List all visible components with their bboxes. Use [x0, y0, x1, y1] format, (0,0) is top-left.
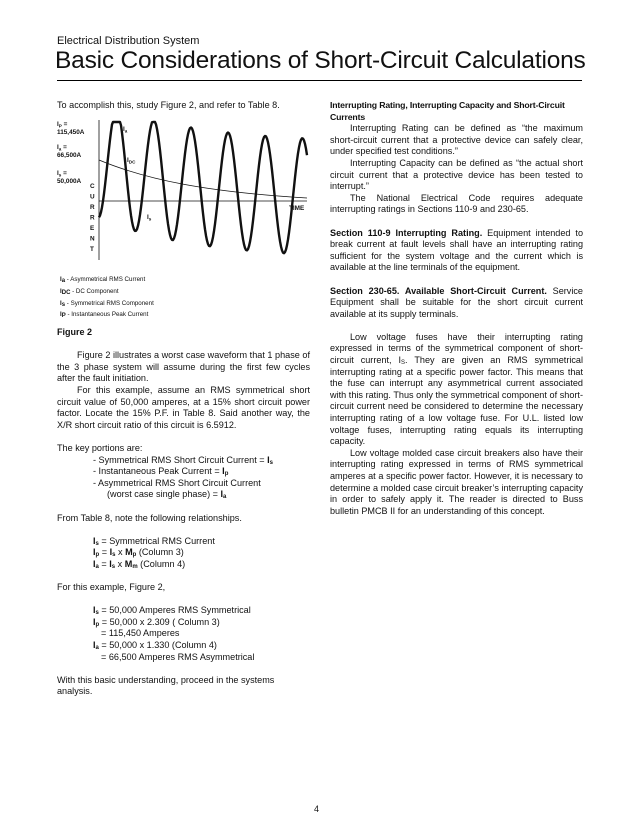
time-label: TIME: [289, 204, 305, 212]
key-item: (worst case single phase) = $I_a$: [107, 489, 227, 501]
curve-is-label: $I_s$: [147, 213, 152, 222]
page-title: Basic Considerations of Short-Circuit Calculations: [55, 47, 586, 74]
ia-value: 66,500A: [57, 151, 82, 159]
current-axis-label: [90, 183, 95, 253]
paragraph: For this example, assume an RMS symmetrical short circuit value of 50,000 amperes, at a 15% short circuit power factor. Locate the 15% P.F. in Table 8. Said another way, the X/R short circuit ratio of this circuit is 6.5912.: [57, 384, 310, 430]
title-rule: [57, 80, 582, 81]
ip-value: 115,450A: [57, 128, 85, 136]
is-label: $I_s$ =: [57, 169, 67, 178]
table-intro: From Table 8, note the following relationships.: [57, 512, 242, 523]
key-intro: The key portions are:: [57, 442, 143, 453]
code-section-110-9: Section 110-9 Interrupting Rating. Equipment intended to break current at fault levels shall have an interrupting rating sufficient for the system voltage and the current which is available at the line terminals of the equipment.: [330, 227, 583, 273]
curve-ia-label: $I_a$: [123, 125, 128, 134]
paragraph: Low voltage fuses have their interrupting rating expressed in terms of the symmetrical component of short-circuit current, $I_S$. They are given an RMS symmetrical interrupting rating at a specific power factor. This means that the fuse can interrupt any asymmetrical current associated with this rating. Thus only the symmetrical component of short-circuit current need be considered to determine the necessary interrupting rating of a low voltage fuse. For U.L. listed low voltage fuses, interrupting rating equals its interrupting capacity.: [330, 331, 583, 447]
paragraph: Figure 2 illustrates a worst case waveform that 1 phase of the 3 phase system will assume during the first few cycles after the fault initiation.: [57, 350, 310, 384]
current-axis-letter: R: [90, 203, 95, 211]
example-line: = 66,500 Amperes RMS Asymmetrical: [101, 651, 255, 662]
paragraph: Interrupting Capacity can be defined as “the actual short circuit current that a protective device has been tested to interrupt.”: [330, 157, 583, 192]
example-line: $I_a = 50,000$ x 1.330 (Column 4): [93, 640, 217, 652]
curve-idc-label: $I_{DC}$: [127, 156, 136, 165]
legend-item: $I_a$ - Asymmetrical RMS Current: [60, 276, 146, 285]
current-axis-letter: T: [90, 245, 94, 253]
waveform-figure: [57, 118, 310, 268]
example-line: $I_s = 50,000$ Amperes RMS Symmetrical: [93, 605, 251, 617]
relation: $I_a = I_s$ x $M_m$ (Column 4): [93, 558, 186, 570]
key-item: - Symmetrical RMS Short Circuit Current = $I_s$: [93, 454, 273, 466]
right-column: [330, 100, 583, 517]
key-item: - Instantaneous Peak Current = $I_p$: [93, 466, 229, 478]
relation: $I_s$ = Symmetrical RMS Current: [93, 535, 215, 547]
paragraph: The National Electrical Code requires adequate interrupting ratings in Sections 110-9 and 230-65.: [330, 192, 583, 215]
page-number: 4: [314, 804, 320, 814]
legend-item: $I_P$ - Instantaneous Peak Current: [60, 311, 149, 320]
dc-component-curve: [99, 160, 307, 198]
paragraph: Low voltage molded case circuit breakers also have their interrupting rating expressed in terms of RMS symmetrical amperes at a specific power factor. However, it is necessary to determine a molded case circuit breaker’s interrupting capacity in order to safely apply it. The reader is directed to Buss bulletin PMCB II for an understanding of this concept.: [330, 447, 583, 516]
figure-caption: Figure 2: [57, 327, 93, 337]
left-column: [57, 100, 310, 698]
closing-text: With this basic understanding, proceed in the systems analysis.: [57, 674, 275, 697]
example-line: $I_p = 50,000$ x 2.309 ( Column 3): [93, 616, 220, 628]
legend-item: $I_s$ - Symmetrical RMS Component: [60, 299, 154, 308]
is-value: 50,000A: [57, 177, 82, 185]
legend-item: $I_{DC}$ - DC Component: [60, 287, 119, 296]
current-axis-letter: R: [90, 214, 95, 222]
example-intro: For this example, Figure 2,: [57, 582, 166, 593]
current-axis-letter: C: [90, 182, 95, 190]
figure-legend: [57, 274, 310, 321]
current-axis-letter: E: [90, 224, 95, 232]
paragraph: Interrupting Rating can be defined as “the maximum short-circuit current that a protective device can safely clear, under specified test conditions.”: [330, 123, 583, 157]
current-axis-letter: N: [90, 235, 95, 243]
ip-label: $I_P$ =: [57, 120, 68, 129]
section-heading: Interrupting Rating, Interrupting Capacity and Short-Circuit Currents: [330, 100, 565, 122]
ia-label: $I_a$ =: [57, 143, 67, 152]
example-line: = 115,450 Amperes: [101, 628, 180, 639]
key-item: - Asymmetrical RMS Short Circuit Current: [93, 477, 261, 488]
current-axis-letter: U: [90, 193, 95, 201]
relation: $I_p = I_s$ x $M_p$ (Column 3): [93, 547, 184, 559]
intro-text: To accomplish this, study Figure 2, and refer to Table 8.: [57, 100, 280, 110]
section-header: Electrical Distribution System: [57, 35, 200, 47]
code-section-230-65: Section 230-65. Available Short-Circuit Current. Service Equipment shall be suitable for the short circuit current available at its supply terminals.: [330, 285, 583, 319]
